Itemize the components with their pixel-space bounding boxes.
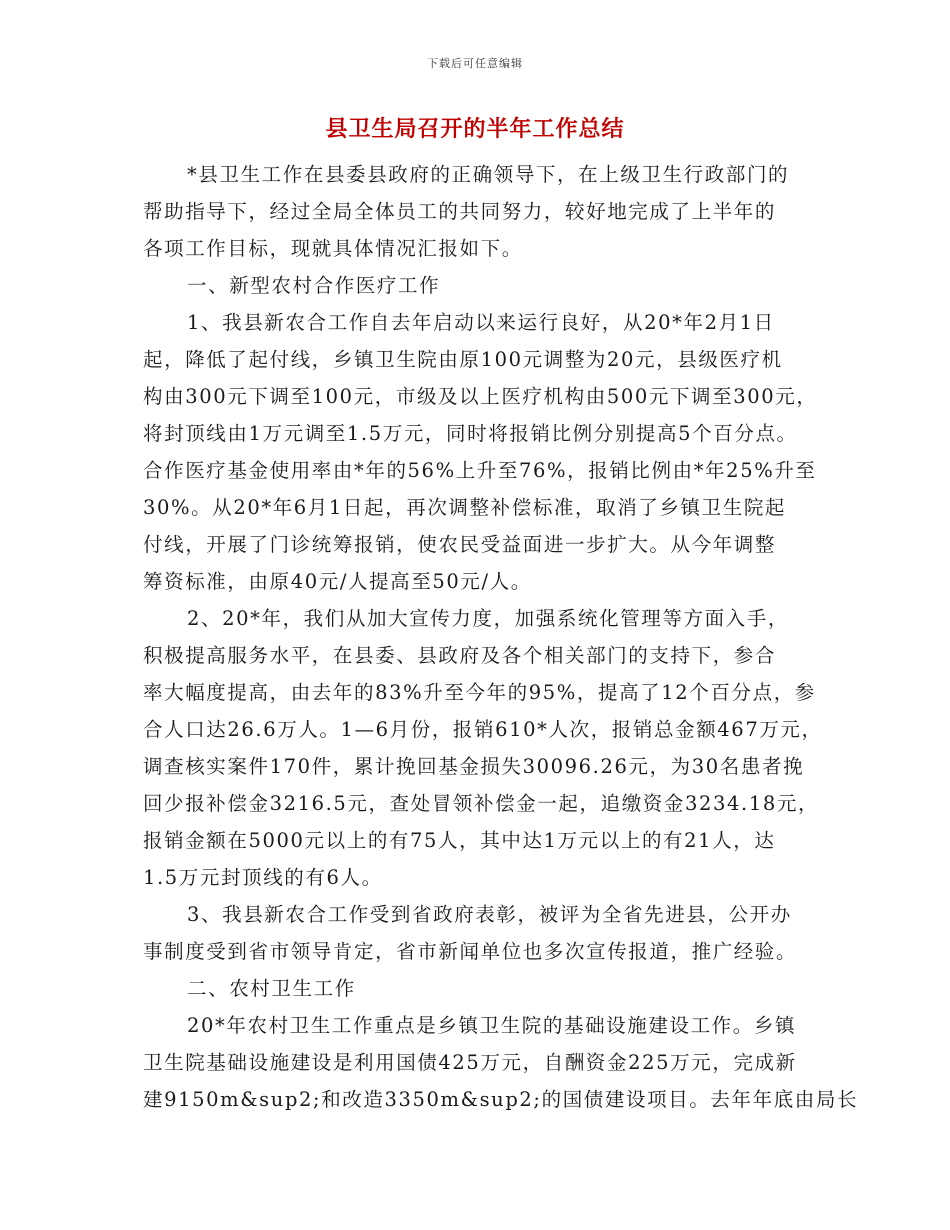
body-line: 1、我县新农合工作自去年启动以来运行良好，从20*年2月1日 (187, 311, 775, 334)
body-line: 3、我县新农合工作受到省政府表彰，被评为全省先进县，公开办 (187, 903, 792, 926)
section-heading: 一、新型农村合作医疗工作 (187, 274, 441, 297)
body-line: 构由300元下调至100元，市级及以上医疗机构由500元下调至300元， (143, 385, 818, 408)
body-line: 积极提高服务水平，在县委、县政府及各个相关部门的支持下，参合 (143, 644, 777, 667)
body-line: 各项工作目标，现就具体情况汇报如下。 (143, 237, 523, 260)
body-line: 回少报补偿金3216.5元，查处冒领补偿金一起，追缴资金3234.18元， (143, 792, 820, 815)
body-line: 筹资标准，由原40元/人提高至50元/人。 (143, 570, 532, 593)
body-line: 调查核实案件170件，累计挽回基金损失30096.26元，为30名患者挽 (143, 755, 805, 778)
body-line: 率大幅度提高，由去年的83%升至今年的95%，提高了12个百分点，参 (143, 681, 816, 704)
body-line: 卫生院基础设施建设是利用国债425万元，自酬资金225万元，完成新 (143, 1051, 797, 1074)
body-line: 事制度受到省市领导肯定，省市新闻单位也多次宣传报道，推广经验。 (143, 940, 798, 963)
header-note: 下载后可任意编辑 (427, 57, 523, 70)
document-title: 县卫生局召开的半年工作总结 (325, 116, 625, 142)
document-body (143, 156, 859, 1118)
body-line: 合人口达26.6万人。1—6月份，报销610*人次，报销总金额467万元， (143, 718, 823, 741)
body-line: 将封顶线由1万元调至1.5万元，同时将报销比例分别提高5个百分点。 (143, 422, 798, 445)
body-line: 报销金额在5000元以上的有75人，其中达1万元以上的有21人，达 (143, 829, 776, 852)
section-heading: 二、农村卫生工作 (187, 977, 356, 1000)
body-line: 付线，开展了门诊统筹报销，使农民受益面进一步扩大。从今年调整 (143, 533, 777, 556)
body-line: 帮助指导下，经过全局全体员工的共同努力，较好地完成了上半年的 (143, 200, 777, 223)
body-line: *县卫生工作在县委县政府的正确领导下，在上级卫生行政部门的 (187, 163, 790, 186)
body-line: 20*年农村卫生工作重点是乡镇卫生院的基础设施建设工作。乡镇 (187, 1014, 797, 1037)
body-line: 建9150m&sup2;和改造3350m&sup2;的国债建设项目。去年年底由局长 (143, 1088, 859, 1111)
body-line: 30%。从20*年6月1日起，再次调整补偿标准，取消了乡镇卫生院起 (143, 496, 787, 519)
body-line: 1.5万元封顶线的有6人。 (143, 866, 383, 889)
body-line: 起，降低了起付线，乡镇卫生院由原100元调整为20元，县级医疗机 (143, 348, 783, 371)
body-line: 合作医疗基金使用率由*年的56%上升至76%，报销比例由*年25%升至 (143, 459, 817, 482)
body-line: 2、20*年，我们从加大宣传力度，加强系统化管理等方面入手， (187, 607, 789, 630)
